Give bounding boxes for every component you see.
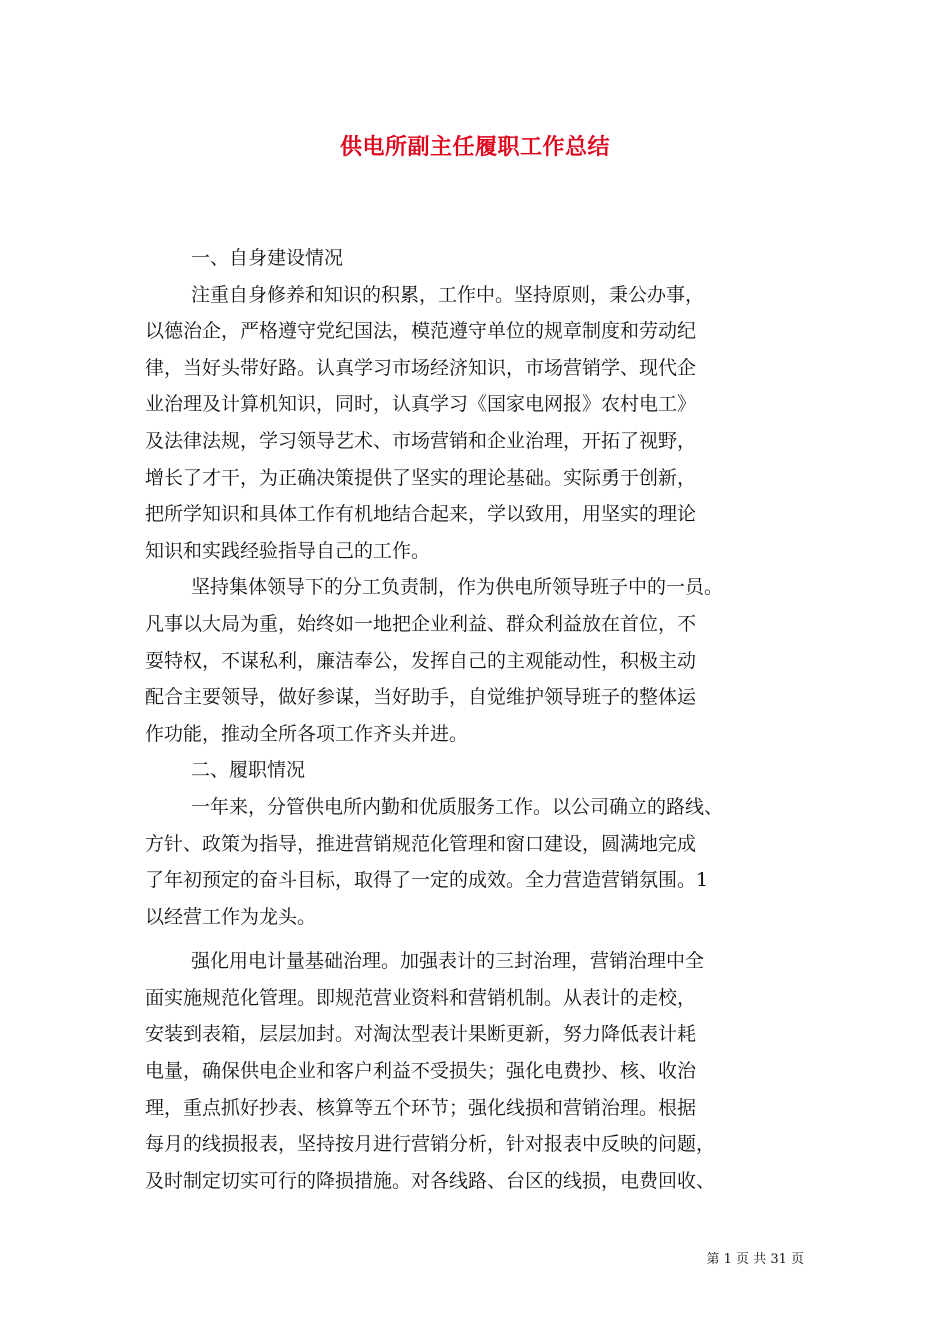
paragraph-line: 及法律法规，学习领导艺术、市场营销和企业治理，开拓了视野，: [145, 429, 697, 452]
paragraph-line: 注重自身修养和知识的积累，工作中。坚持原则，秉公办事，: [191, 283, 705, 306]
paragraph-line: 了年初预定的奋斗目标，取得了一定的成效。全力营造营销氛围。1: [145, 869, 709, 892]
paragraph-line: 以经营工作为龙头。: [145, 905, 317, 928]
paragraph-line: 每月的线损报表，坚持按月进行营销分析，针对报表中反映的问题，: [145, 1133, 716, 1156]
document-body: [145, 240, 825, 1199]
paragraph-line: 增长了才干，为正确决策提供了坚实的理论基础。实际勇于创新，: [145, 466, 697, 489]
paragraph-line: 配合主要领导，做好参谋，当好助手，自觉维护领导班子的整体运: [145, 686, 697, 709]
section-heading-1: 一、自身建设情况: [191, 247, 344, 269]
paragraph-line: 方针、政策为指导，推进营销规范化管理和窗口建设，圆满地完成: [145, 832, 697, 855]
paragraph-line: 把所学知识和具体工作有机地结合起来，学以致用，用坚实的理论: [145, 503, 697, 526]
page-indicator: 第 1 页 共 31 页: [706, 1252, 804, 1267]
paragraph-line: 凡事以大局为重，始终如一地把企业利益、群众利益放在首位，不: [145, 612, 697, 635]
section-heading-2: 二、履职情况: [191, 759, 306, 782]
paragraph-gap: [145, 935, 825, 943]
paragraph-line: 作功能，推动全所各项工作齐头并进。: [145, 722, 469, 745]
paragraph-line: 耍特权，不谋私利，廉洁奉公，发挥自己的主观能动性，积极主动: [145, 649, 697, 672]
document-title: 供电所副主任履职工作总结: [339, 134, 610, 160]
paragraph-line: 坚持集体领导下的分工负责制，作为供电所领导班子中的一员。: [191, 576, 724, 599]
paragraph-line: 以德治企，严格遵守党纪国法，模范遵守单位的规章制度和劳动纪: [145, 320, 697, 343]
paragraph-line: 电量，确保供电企业和客户利益不受损失；强化电费抄、核、收治: [145, 1060, 697, 1083]
paragraph-line: 强化用电计量基础治理。加强表计的三封治理，营销治理中全: [191, 950, 705, 973]
paragraph-line: 安装到表箱，层层加封。对淘汰型表计果断更新，努力降低表计耗: [145, 1023, 697, 1046]
paragraph-line: 业治理及计算机知识，同时，认真学习《国家电网报》农村电工》: [145, 393, 697, 416]
paragraph-line: 理，重点抓好抄表、核算等五个环节；强化线损和营销治理。根据: [145, 1096, 697, 1119]
paragraph-line: 面实施规范化管理。即规范营业资料和营销机制。从表计的走校，: [145, 986, 697, 1009]
paragraph-line: 律，当好头带好路。认真学习市场经济知识，市场营销学、现代企: [145, 356, 697, 379]
paragraph-line: 知识和实践经验指导自己的工作。: [145, 539, 431, 562]
paragraph-line: 一年来，分管供电所内勤和优质服务工作。以公司确立的路线、: [191, 795, 724, 818]
paragraph-line: 及时制定切实可行的降损措施。对各线路、台区的线损，电费回收、: [145, 1169, 716, 1192]
